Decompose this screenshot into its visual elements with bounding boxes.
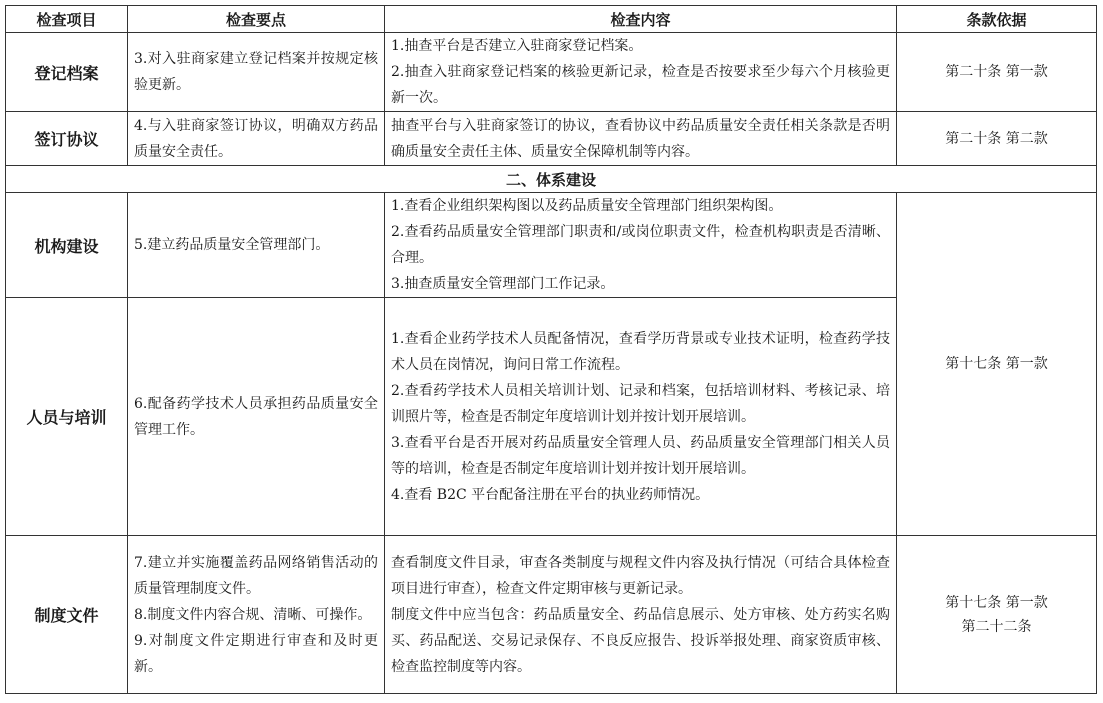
content-text: 1.查看企业药学技术人员配备情况，查看学历背景或专业技术证明，检查药学技术人员在岗情况，询问日常工作流程。 <box>391 330 890 373</box>
content-text: 4.查看 B2C 平台配备注册在平台的执业药师情况。 <box>391 486 710 503</box>
content-cell <box>385 193 897 298</box>
content-cell <box>385 112 897 166</box>
point-text: 6.配备药学技术人员承担药品质量安全管理工作。 <box>134 395 378 438</box>
basis-cell <box>897 193 1097 536</box>
header-clause-basis: 条款依据 <box>897 6 1097 33</box>
item-cell: 签订协议 <box>6 112 128 166</box>
header-row <box>6 6 1097 33</box>
item-cell: 登记档案 <box>6 33 128 112</box>
table-row <box>6 33 1097 112</box>
basis-cell <box>897 33 1097 112</box>
table-row <box>6 536 1097 694</box>
table-row <box>6 193 1097 298</box>
content-text: 1.查看企业组织架构图以及药品质量安全管理部门组织架构图。 <box>391 198 783 214</box>
content-cell <box>385 33 897 112</box>
content-text: 2.查看药品质量安全管理部门职责和/或岗位职责文件，检查机构职责是否清晰、合理。 <box>391 224 890 266</box>
content-text: 1.抽查平台是否建立入驻商家登记档案。 <box>391 38 643 54</box>
basis-text: 第十七条 第一款 <box>945 356 1048 372</box>
content-text: 查看制度文件目录，审查各类制度与规程文件内容及执行情况（可结合具体检查项目进行审查），检查文件定期审核与更新记录。 <box>391 554 890 597</box>
point-text: 3.对入驻商家建立登记档案并按规定核验更新。 <box>134 51 378 93</box>
points-cell <box>128 112 385 166</box>
section-title: 二、体系建设 <box>6 166 1097 193</box>
points-cell <box>128 33 385 112</box>
point-text: 8.制度文件内容合规、清晰、可操作。 <box>134 606 372 623</box>
item-cell: 制度文件 <box>6 536 128 694</box>
section-row <box>6 166 1097 193</box>
content-text: 制度文件中应当包含：药品质量安全、药品信息展示、处方审核、处方药实名购买、药品配送、交易记录保存、不良反应报告、投诉举报处理、商家资质审核、检查监控制度等内容。 <box>391 606 890 675</box>
content-text: 3.查看平台是否开展对药品质量安全管理人员、药品质量安全管理部门相关人员等的培训，检查是否制定年度培训计划并按计划开展培训。 <box>391 434 890 477</box>
header-inspection-item: 检查项目 <box>6 6 128 33</box>
point-text: 7.建立并实施覆盖药品网络销售活动的质量管理制度文件。 <box>134 554 378 597</box>
header-inspection-points: 检查要点 <box>128 6 385 33</box>
inspection-table <box>5 5 1097 694</box>
table-row <box>6 112 1097 166</box>
item-cell: 人员与培训 <box>6 298 128 536</box>
points-cell <box>128 536 385 694</box>
content-text: 2.查看药学技术人员相关培训计划、记录和档案，包括培训材料、考核记录、培训照片等，检查是否制定年度培训计划并按计划开展培训。 <box>391 382 890 425</box>
item-cell: 机构建设 <box>6 193 128 298</box>
content-text: 3.抽查质量安全管理部门工作记录。 <box>391 276 615 292</box>
content-cell <box>385 536 897 694</box>
content-text: 2.抽查入驻商家登记档案的核验更新记录，检查是否按要求至少每六个月核验更新一次。 <box>391 64 890 106</box>
point-text: 5.建立药品质量安全管理部门。 <box>134 237 330 253</box>
points-cell <box>128 193 385 298</box>
point-text: 9.对制度文件定期进行审查和及时更新。 <box>134 632 378 675</box>
basis-text: 第十七条 第一款 <box>945 594 1048 611</box>
points-cell <box>128 298 385 536</box>
basis-cell <box>897 112 1097 166</box>
header-inspection-content: 检查内容 <box>385 6 897 33</box>
basis-cell <box>897 536 1097 694</box>
basis-text: 第二十条 第二款 <box>945 130 1048 147</box>
content-cell <box>385 298 897 536</box>
basis-text: 第二十条 第一款 <box>945 64 1048 80</box>
content-text: 抽查平台与入驻商家签订的协议，查看协议中药品质量安全责任相关条款是否明确质量安全责任主体、质量安全保障机制等内容。 <box>391 117 890 160</box>
basis-text: 第二十二条 <box>961 618 1032 635</box>
point-text: 4.与入驻商家签订协议，明确双方药品质量安全责任。 <box>134 117 378 160</box>
